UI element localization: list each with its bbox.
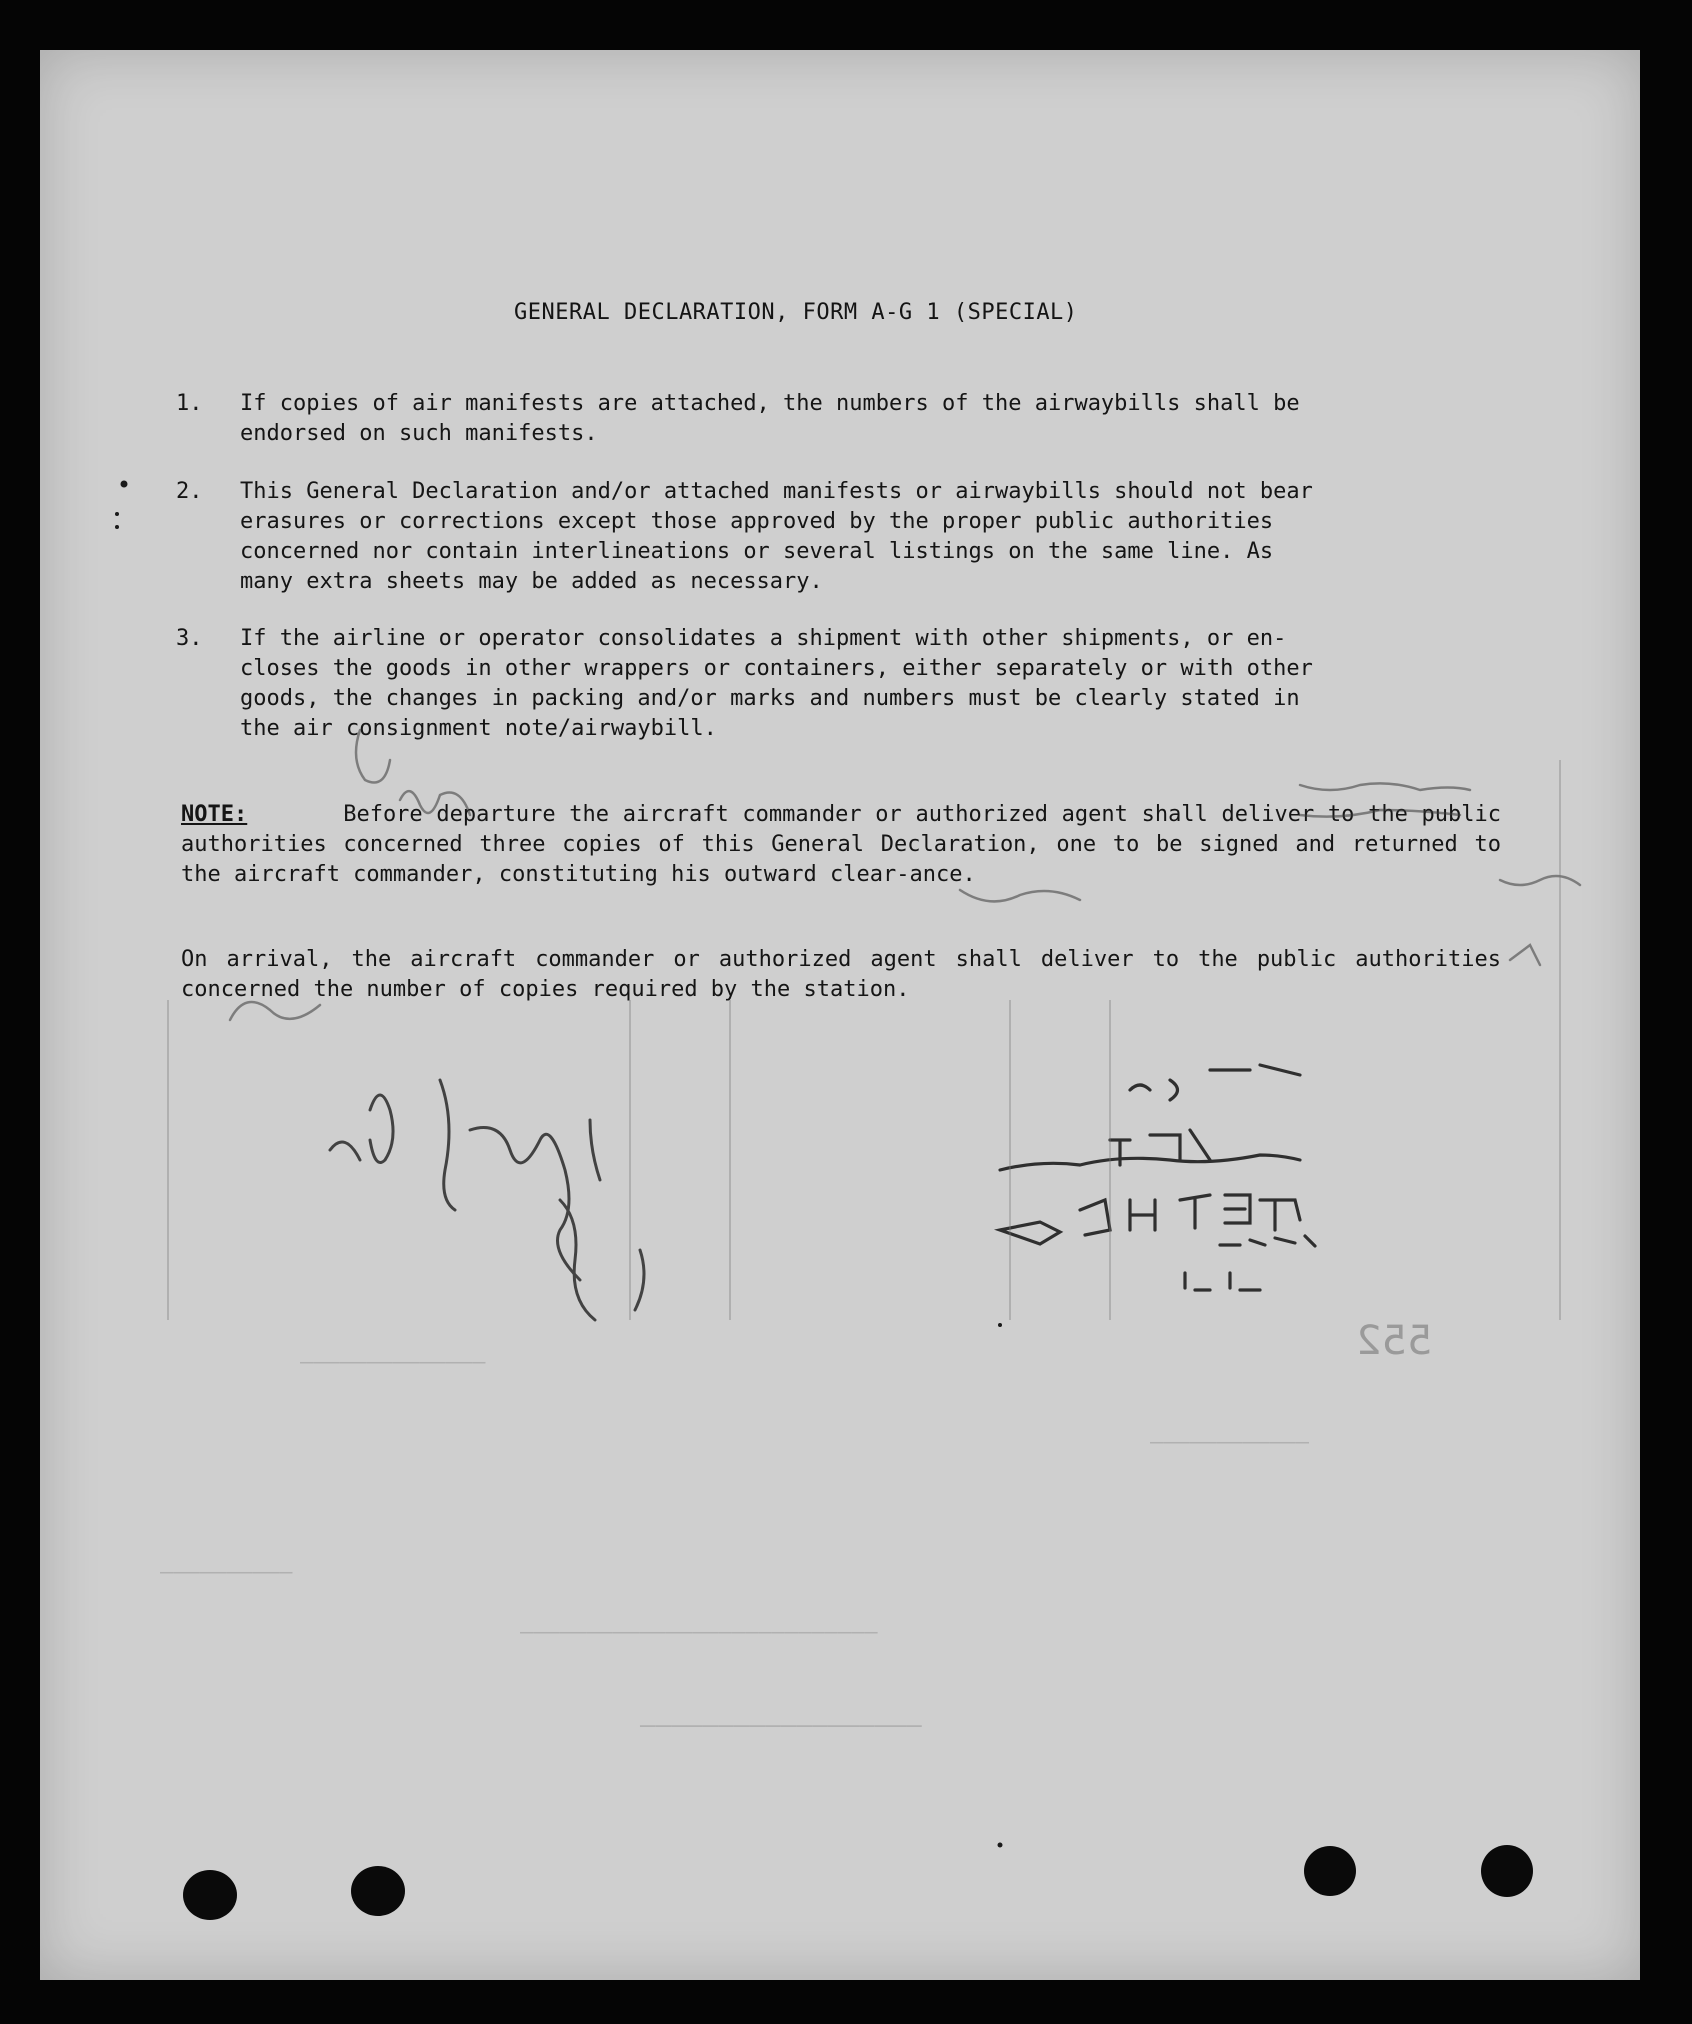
note-label: NOTE: (181, 802, 248, 827)
item-number: 1. (176, 391, 203, 416)
bleed-through-text: ——————————————————————————— (520, 1620, 878, 1645)
bleed-through-text: —————————————————— (640, 1710, 922, 1740)
item-text: If copies of air manifests are attached, the numbers of the airwaybills shall be endorsed on such manifests. (240, 391, 1300, 446)
bleed-through-text: ———————————— (1150, 1430, 1309, 1455)
item-text: If the airline or operator consolidates a shipment with other shipments, or en- closes the goods in other wrappers or containers, either separately or with other goods, the changes in packing and/or marks and numbers must be clearly stated in the air consignment note/airwaybill. (240, 626, 1313, 741)
bleed-through-text: —————————— (160, 1560, 293, 1585)
bleed-through-text: —————————————— (300, 1350, 486, 1375)
page-title: GENERAL DECLARATION, FORM A-G 1 (SPECIAL) (514, 300, 1078, 325)
note-text: Before departure the aircraft commander or authorized agent shall deliver to the public authorities concerned three copies of this General Declaration, one to be signed and returned to the aircraft commander, constituting his outward clear-ance. (181, 802, 1502, 887)
item-text: This General Declaration and/or attached manifests or airwaybills should not bear erasures or corrections except those approved by the proper public authorities concerned nor contain interlineations or several listings on the same line. As many extra sheets may be added as necessary. (240, 479, 1313, 594)
punch-hole (183, 1870, 237, 1920)
note-paragraph (181, 800, 1501, 890)
item-number: 2. (176, 479, 203, 504)
instruction-item-1 (176, 389, 1500, 449)
punch-hole (1304, 1846, 1356, 1896)
instruction-item-2 (176, 477, 1500, 597)
item-number: 3. (176, 626, 203, 651)
document-page (40, 50, 1640, 1980)
bleed-through-stamp-number: 552 (1356, 1318, 1433, 1364)
punch-hole (351, 1866, 405, 1916)
punch-hole (1481, 1845, 1533, 1897)
arrival-paragraph: On arrival, the aircraft commander or authorized agent shall deliver to the public authorities concerned the number of copies required by the station. (181, 947, 1501, 1002)
instruction-item-3 (176, 624, 1500, 744)
note-spacer (261, 802, 330, 827)
